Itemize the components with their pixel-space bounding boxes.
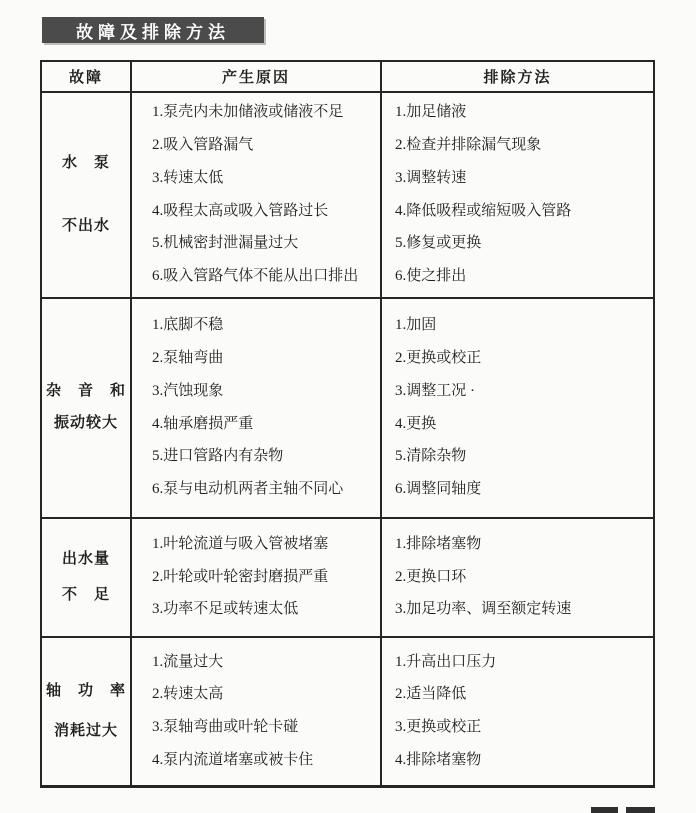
cause-item: 3.汽蚀现象 bbox=[152, 382, 224, 399]
remedy-item: 4.排除堵塞物 bbox=[395, 751, 482, 768]
fault-line: 水 泵 bbox=[61, 154, 110, 171]
cause-item: 3.转速太低 bbox=[152, 169, 224, 186]
cause-item: 1.叶轮流道与吸入管被堵塞 bbox=[152, 535, 329, 552]
remedy-item: 1.升高出口压力 bbox=[395, 653, 497, 670]
header-fault: 故障 bbox=[42, 62, 132, 91]
fault-label-pump-no-water bbox=[42, 93, 132, 297]
cause-item: 2.叶轮或叶轮密封磨损严重 bbox=[152, 568, 329, 585]
remedy-item: 3.调整转速 bbox=[395, 169, 467, 186]
fault-line: 不 足 bbox=[61, 586, 110, 603]
section-title: 故障及排除方法 bbox=[76, 22, 230, 42]
cause-item: 1.底脚不稳 bbox=[152, 317, 224, 334]
remedy-item: 3.调整工况 · bbox=[395, 382, 475, 399]
remedy-item: 4.降低吸程或缩短吸入管路 bbox=[395, 202, 572, 219]
cause-item: 4.吸程太高或吸入管路过长 bbox=[152, 202, 329, 219]
table-header-row bbox=[42, 62, 653, 93]
fault-line: 出水量 bbox=[61, 550, 110, 567]
remedies-list bbox=[382, 299, 653, 517]
remedy-item: 5.修复或更换 bbox=[395, 235, 482, 252]
fault-line: 轴 功 率 bbox=[45, 682, 126, 699]
cause-item: 1.泵壳内未加储液或储液不足 bbox=[152, 104, 344, 121]
cause-item: 5.机械密封泄漏量过大 bbox=[152, 235, 299, 252]
causes-list bbox=[132, 638, 382, 785]
cause-item: 2.泵轴弯曲 bbox=[152, 350, 224, 366]
remedy-item: 6.使之排出 bbox=[395, 268, 467, 284]
remedy-item: 2.适当降低 bbox=[395, 686, 467, 703]
causes-list bbox=[132, 519, 382, 636]
troubleshooting-table bbox=[40, 60, 655, 788]
fault-line: 振动较大 bbox=[53, 415, 118, 431]
fault-label-excessive-shaft-power bbox=[42, 638, 132, 785]
fault-label-noise-vibration bbox=[42, 299, 132, 517]
header-cause: 产生原因 bbox=[132, 62, 382, 91]
remedy-item: 1.加固 bbox=[395, 317, 437, 334]
remedy-item: 2.更换或校正 bbox=[395, 350, 482, 366]
remedy-item: 1.加足储液 bbox=[395, 104, 467, 121]
cause-item: 2.吸入管路漏气 bbox=[152, 137, 254, 153]
header-remedy: 排除方法 bbox=[483, 70, 552, 86]
remedy-item: 2.更换口环 bbox=[395, 568, 467, 585]
cause-item: 4.泵内流道堵塞或被卡住 bbox=[152, 751, 314, 768]
table-row-insufficient-output bbox=[42, 519, 653, 638]
cropped-print-artifact bbox=[591, 807, 655, 813]
cause-item: 1.流量过大 bbox=[152, 653, 224, 670]
remedy-item: 3.更换或校正 bbox=[395, 719, 482, 735]
remedies-list bbox=[382, 93, 653, 297]
remedy-item: 6.调整同轴度 bbox=[395, 481, 482, 497]
cause-item: 2.转速太高 bbox=[152, 686, 224, 703]
remedies-list bbox=[382, 519, 653, 636]
cause-item: 3.功率不足或转速太低 bbox=[152, 601, 299, 618]
fault-line: 消耗过大 bbox=[53, 722, 118, 739]
table-row-pump-no-water bbox=[42, 93, 653, 299]
causes-list bbox=[132, 299, 382, 517]
fault-label-insufficient-output bbox=[42, 519, 132, 636]
cause-item: 5.进口管路内有杂物 bbox=[152, 448, 284, 465]
fault-line: 杂 音 和 bbox=[45, 383, 126, 400]
remedy-item: 5.清除杂物 bbox=[395, 448, 467, 465]
causes-list bbox=[132, 93, 382, 297]
cause-item: 6.泵与电动机两者主轴不同心 bbox=[152, 481, 344, 497]
cause-item: 6.吸入管路气体不能从出口排出 bbox=[152, 268, 359, 284]
table-row-excessive-shaft-power bbox=[42, 638, 653, 785]
remedy-item: 1.排除堵塞物 bbox=[395, 535, 482, 552]
table-row-noise-vibration bbox=[42, 299, 653, 519]
cause-item: 4.轴承磨损严重 bbox=[152, 415, 254, 432]
remedy-item: 2.检查并排除漏气现象 bbox=[395, 137, 542, 153]
fault-line: 不出水 bbox=[61, 217, 110, 234]
cause-item: 3.泵轴弯曲或叶轮卡碰 bbox=[152, 719, 299, 735]
remedy-item: 4.更换 bbox=[395, 415, 437, 432]
remedies-list bbox=[382, 638, 653, 785]
remedy-item: 3.加足功率、调至额定转速 bbox=[395, 601, 572, 618]
section-title-banner bbox=[42, 17, 264, 43]
